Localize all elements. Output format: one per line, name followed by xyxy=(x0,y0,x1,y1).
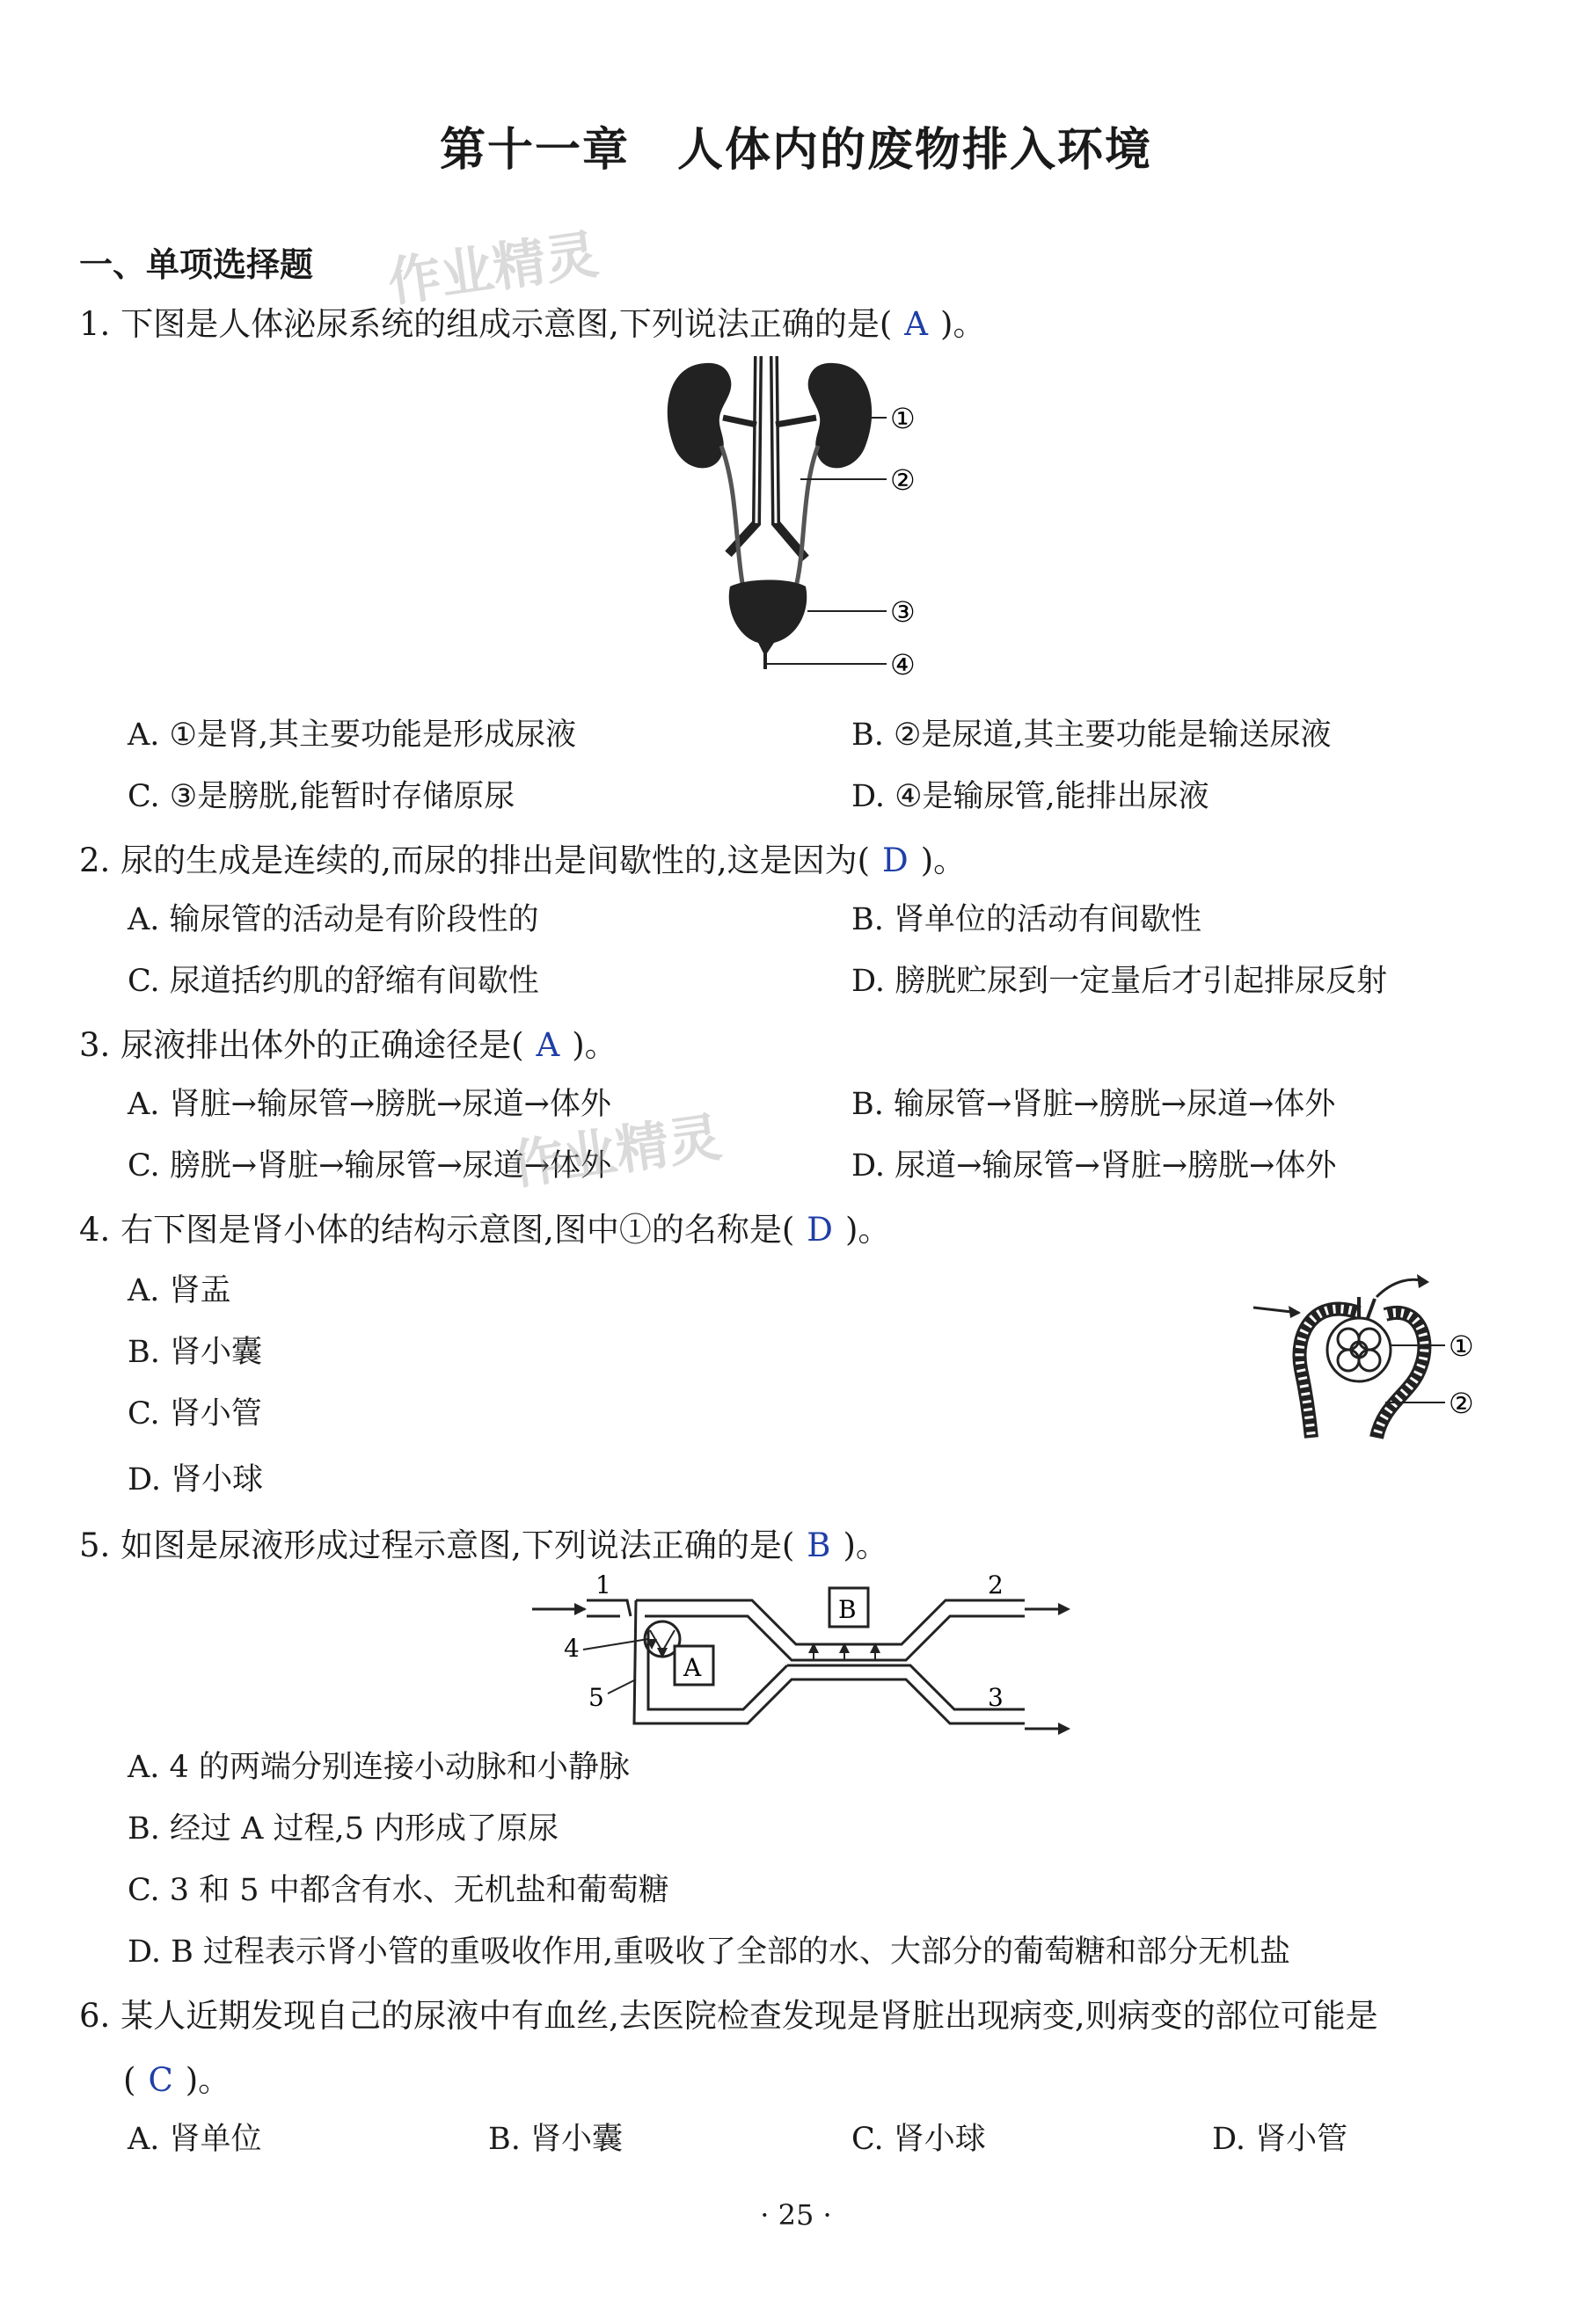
fig5-label-1: 1 xyxy=(595,1574,611,1599)
q3-option-a: A. 肾脏→输尿管→膀胱→尿道→体外 xyxy=(128,1087,611,1122)
chapter-title: 第十一章 人体内的废物排入环境 xyxy=(439,123,1152,177)
q6-option-a: A. 肾单位 xyxy=(128,2122,262,2157)
q5-option-b: B. 经过 A 过程,5 内形成了原尿 xyxy=(128,1811,559,1847)
q6-option-c: C. 肾小球 xyxy=(851,2122,986,2157)
page-number: · 25 · xyxy=(760,2198,832,2232)
answer-3: A xyxy=(536,1026,560,1064)
q6-option-d: D. 肾小管 xyxy=(1212,2122,1348,2157)
q2-option-a: A. 输尿管的活动是有阶段性的 xyxy=(128,902,539,937)
q2-option-c: C. 尿道括约肌的舒缩有间歇性 xyxy=(128,964,539,999)
q1-option-b: B. ②是尿道,其主要功能是输送尿液 xyxy=(851,718,1332,753)
answer-4: D xyxy=(807,1211,833,1249)
watermark: 作业精灵 xyxy=(383,223,602,315)
fig1-label-3: ③ xyxy=(890,595,916,629)
question-6-answer-line: ( C )。 xyxy=(123,2061,231,2099)
question-1: 1. 下图是人体泌尿系统的组成示意图,下列说法正确的是( A )。 xyxy=(79,305,986,343)
q3-option-d: D. 尿道→输尿管→肾脏→膀胱→体外 xyxy=(851,1148,1337,1184)
q5-option-a: A. 4 的两端分别连接小动脉和小静脉 xyxy=(128,1750,630,1785)
q3-option-b: B. 输尿管→肾脏→膀胱→尿道→体外 xyxy=(851,1087,1336,1122)
q1-option-a: A. ①是肾,其主要功能是形成尿液 xyxy=(128,718,577,753)
question-5: 5. 如图是尿液形成过程示意图,下列说法正确的是( B )。 xyxy=(79,1526,888,1564)
q4-option-d: D. 肾小球 xyxy=(128,1462,264,1497)
renal-corpuscle-diagram xyxy=(1245,1262,1508,1446)
q5-option-d: D. B 过程表示肾小管的重吸收作用,重吸收了全部的水、大部分的葡萄糖和部分无机盐 xyxy=(128,1934,1291,1970)
watermark-2: 作业精灵 xyxy=(507,1106,726,1198)
q1-option-d: D. ④是输尿管,能排出尿液 xyxy=(851,779,1209,814)
answer-6: C xyxy=(148,2061,173,2099)
fig4-label-2: ② xyxy=(1449,1387,1474,1420)
fig5-label-4: 4 xyxy=(564,1634,580,1663)
answer-5: B xyxy=(807,1526,831,1564)
urine-formation-diagram xyxy=(532,1574,1077,1741)
q4-option-c: C. 肾小管 xyxy=(128,1396,262,1432)
fig5-label-2: 2 xyxy=(988,1574,1004,1599)
fig1-label-4: ④ xyxy=(890,648,916,681)
answer-1: A xyxy=(904,305,929,343)
fig5-label-3: 3 xyxy=(988,1683,1004,1712)
q2-option-d: D. 膀胱贮尿到一定量后才引起排尿反射 xyxy=(851,964,1388,999)
q4-option-a: A. 肾盂 xyxy=(128,1273,231,1308)
question-3: 3. 尿液排出体外的正确途径是( A )。 xyxy=(79,1026,617,1064)
q4-option-b: B. 肾小囊 xyxy=(128,1335,262,1370)
section-heading: 一、单项选择题 xyxy=(79,245,314,284)
q1-option-c: C. ③是膀胱,能暂时存储原尿 xyxy=(128,779,515,814)
question-6: 6. 某人近期发现自己的尿液中有血丝,去医院检查发现是肾脏出现病变,则病变的部位可能是 xyxy=(79,1997,1378,2035)
question-2: 2. 尿的生成是连续的,而尿的排出是间歇性的,这是因为( D )。 xyxy=(79,841,967,879)
fig5-label-5: 5 xyxy=(588,1683,604,1712)
question-4: 4. 右下图是肾小体的结构示意图,图中①的名称是( D )。 xyxy=(79,1211,891,1249)
fig4-label-1: ① xyxy=(1449,1330,1474,1363)
q5-option-c: C. 3 和 5 中都含有水、无机盐和葡萄糖 xyxy=(128,1873,669,1908)
q2-option-b: B. 肾单位的活动有间歇性 xyxy=(851,902,1201,937)
urinary-system-diagram xyxy=(651,347,950,681)
fig5-label-a: A xyxy=(683,1653,702,1682)
q6-option-b: B. 肾小囊 xyxy=(488,2122,623,2157)
q3-option-c: C. 膀胱→肾脏→输尿管→尿道→体外 xyxy=(128,1148,612,1184)
fig1-label-2: ② xyxy=(890,463,916,497)
fig1-label-1: ① xyxy=(890,402,916,435)
answer-2: D xyxy=(882,841,909,879)
fig5-label-b: B xyxy=(838,1595,857,1624)
